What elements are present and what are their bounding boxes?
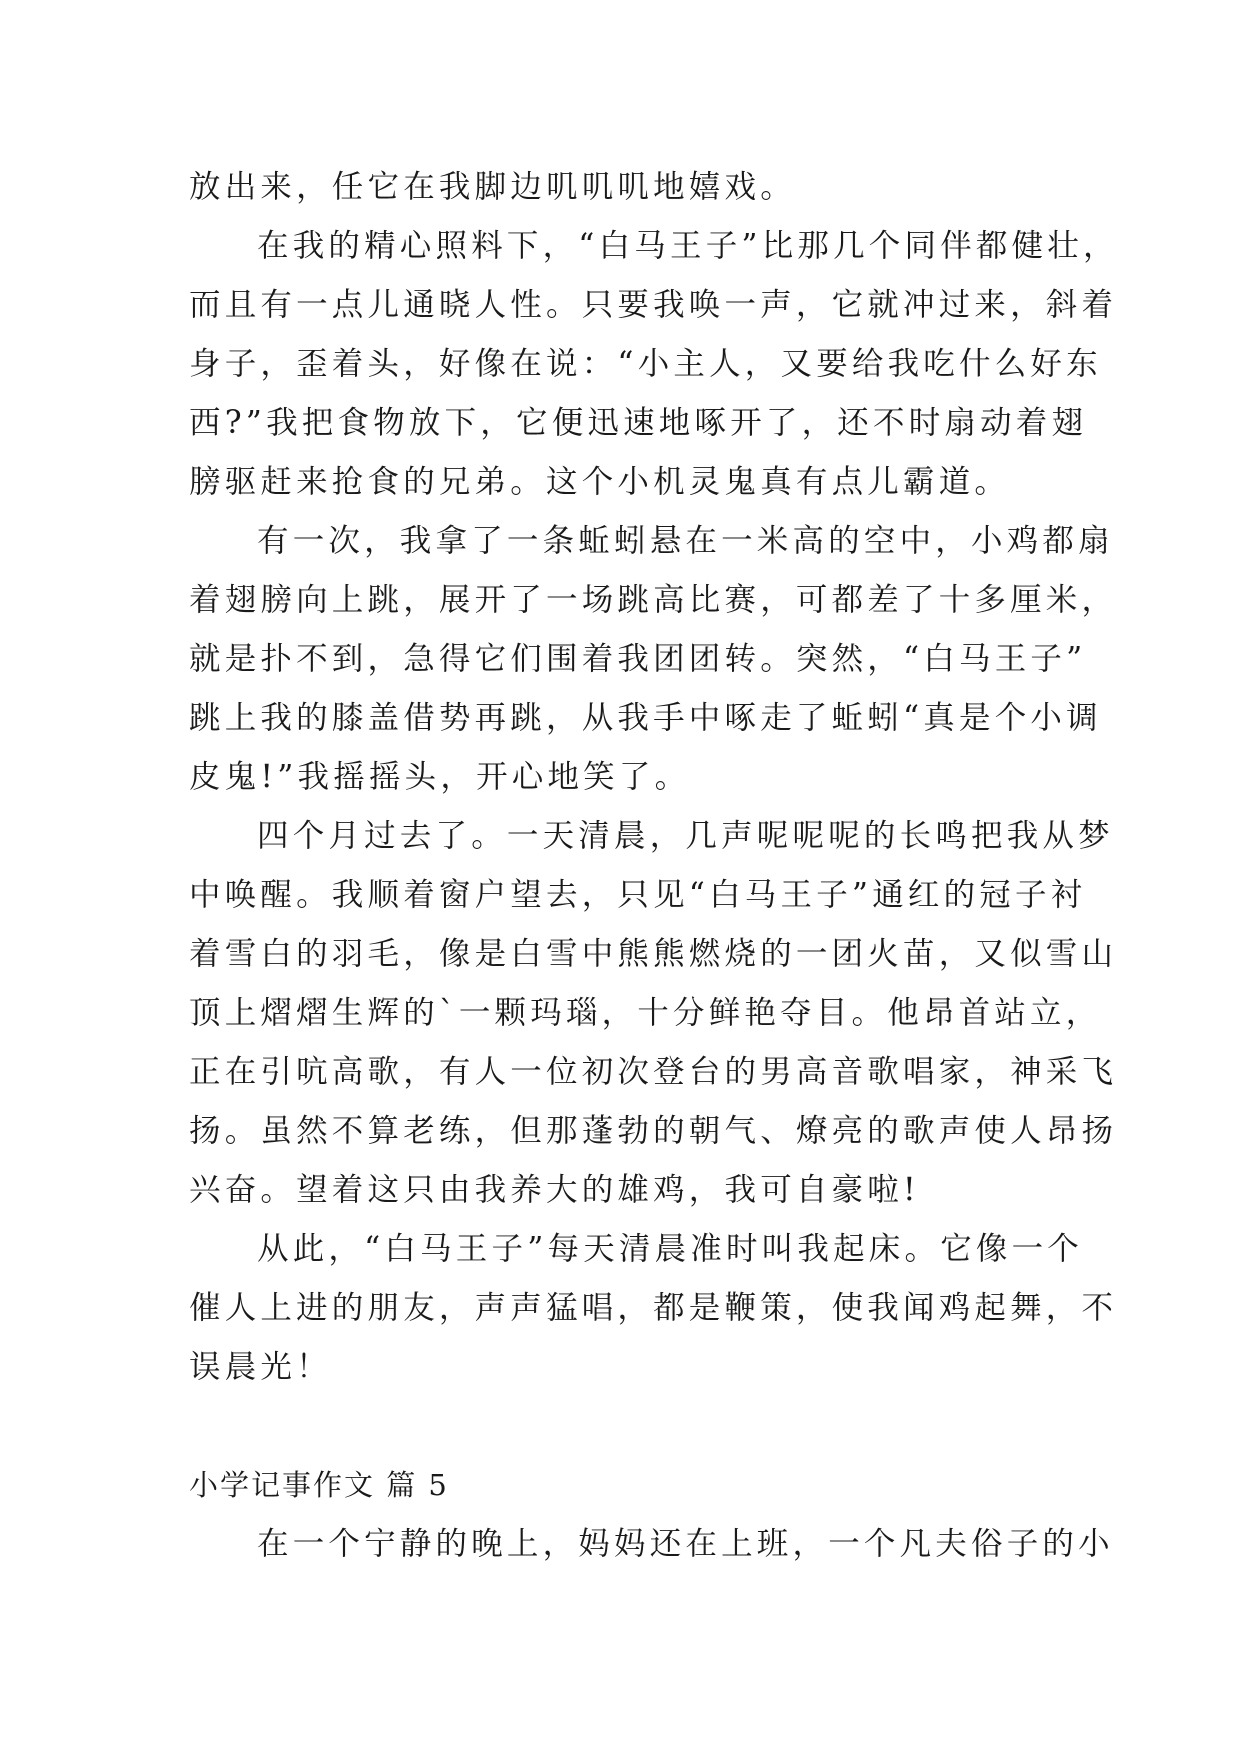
paragraph-start-line: 在一个宁静的晚上，妈妈还在上班，一个凡夫俗子的小: [257, 1526, 1114, 1562]
text-line: 而且有一点儿通晓人性。只要我唤一声，它就冲过来，斜着: [189, 287, 1118, 323]
paragraph-start-line: 四个月过去了。一天清晨，几声呢呢呢的长鸣把我从梦: [257, 818, 1114, 854]
text-line: 催人上进的朋友，声声猛唱，都是鞭策，使我闻鸡起舞，不: [189, 1290, 1118, 1326]
text-line: 身子，歪着头，好像在说：“小主人，又要给我吃什么好东: [189, 346, 1102, 382]
text-line: 顶上熠熠生辉的`一颗玛瑙，十分鲜艳夺目。他昂首站立，: [189, 995, 1102, 1031]
paragraph-start-line: 有一次，我拿了一条蚯蚓悬在一米高的空中，小鸡都扇: [257, 523, 1114, 559]
essay-text: [189, 158, 1119, 1574]
text-line: 正在引吭高歌，有人一位初次登台的男高音歌唱家，神采飞: [189, 1054, 1118, 1090]
text-line: 误晨光！: [189, 1349, 332, 1385]
section-heading: 小学记事作文 篇 5: [189, 1468, 449, 1502]
paragraph-start-line: 从此，“白马王子”每天清晨准时叫我起床。它像一个: [257, 1231, 1084, 1267]
text-line: 跳上我的膝盖借势再跳，从我手中啄走了蚯蚓“真是个小调: [189, 700, 1102, 736]
text-line: 放出来，任它在我脚边叽叽叽地嬉戏。: [189, 169, 796, 205]
text-line: 着翅膀向上跳，展开了一场跳高比赛，可都差了十多厘米，: [189, 582, 1118, 618]
text-line: 着雪白的羽毛，像是白雪中熊熊燃烧的一团火苗，又似雪山: [189, 936, 1118, 972]
text-line: 就是扑不到，急得它们围着我团团转。突然，“白马王子”: [189, 641, 1087, 677]
text-line: 西?”我把食物放下，它便迅速地啄开了，还不时扇动着翅: [189, 405, 1088, 441]
text-line: 兴奋。望着这只由我养大的雄鸡，我可自豪啦!: [189, 1172, 920, 1208]
text-line: 皮鬼!”我摇摇头，开心地笑了。: [189, 759, 691, 795]
paragraph-start-line: 在我的精心照料下，“白马王子”比那几个同伴都健壮，: [257, 228, 1119, 264]
text-line: 扬。虽然不算老练，但那蓬勃的朝气、燎亮的歌声使人昂扬: [189, 1113, 1118, 1149]
blank-line: [189, 1397, 1069, 1456]
text-line: 膀驱赶来抢食的兄弟。这个小机灵鬼真有点儿霸道。: [189, 464, 1011, 500]
text-line: 中唤醒。我顺着窗户望去，只见“白马王子”通红的冠子衬: [189, 877, 1087, 913]
